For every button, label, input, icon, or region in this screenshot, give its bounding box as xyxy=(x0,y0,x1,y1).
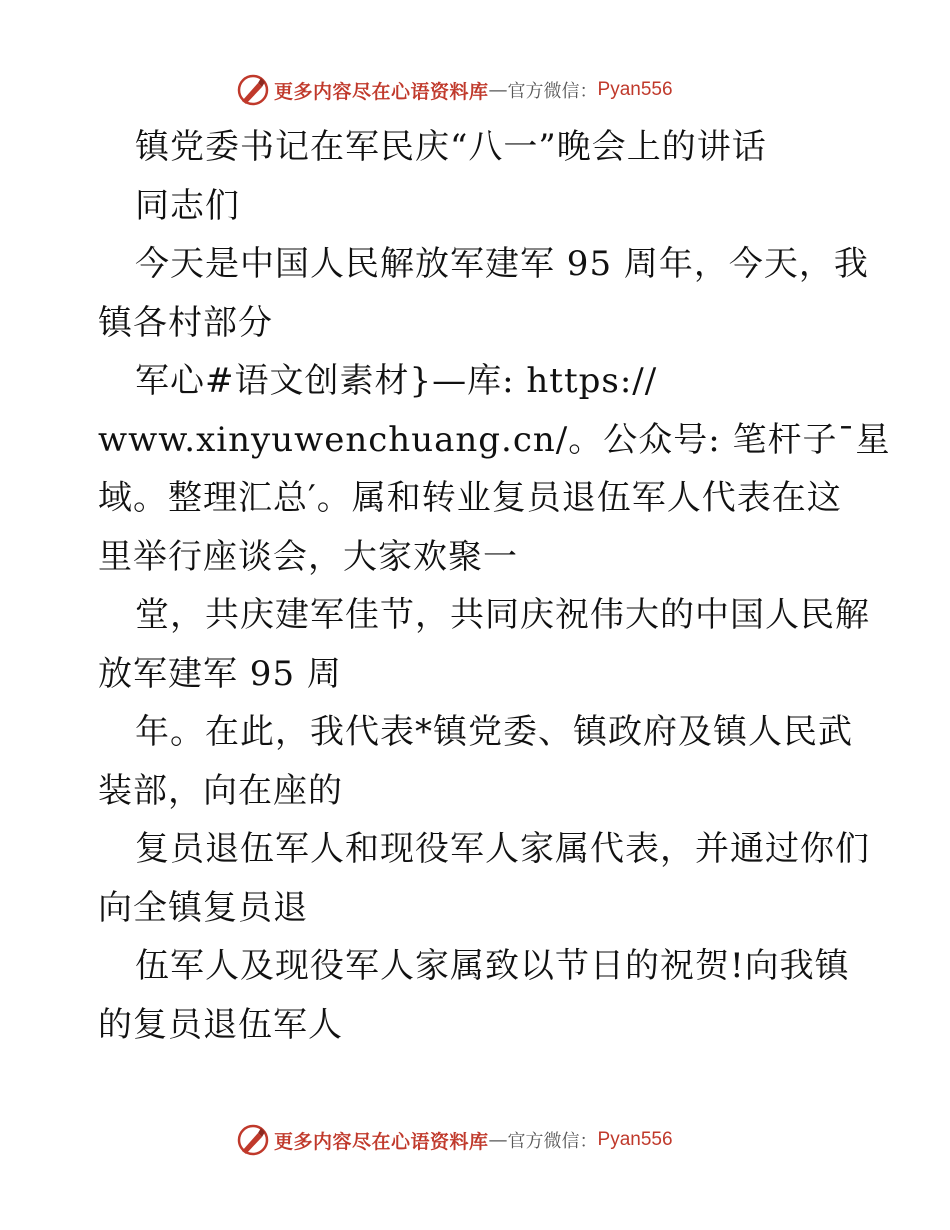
pen-logo-icon xyxy=(236,73,270,107)
watermark-dash: — xyxy=(488,79,508,101)
watermark-wechat-id: Pyan556 xyxy=(597,1129,673,1150)
paragraph-line: 伍军人及现役军人家属致以节日的祝贺!向我镇 xyxy=(135,946,850,986)
paragraph-line: 复员退伍军人和现役军人家属代表，并通过你们 xyxy=(135,829,870,869)
watermark-site-text: 更多内容尽在心语资料库 xyxy=(274,80,489,103)
paragraph-line: 今天是中国人民解放军建军 95 周年，今天，我 xyxy=(135,244,869,284)
salutation: 同志们 xyxy=(135,185,240,226)
header-watermark xyxy=(236,72,716,108)
paragraph-line: 堂，共庆建军佳节，共同庆祝伟大的中国人民解 xyxy=(135,595,870,635)
watermark-site-text: 更多内容尽在心语资料库 xyxy=(274,1130,489,1153)
document-body xyxy=(98,118,891,1054)
footer-watermark xyxy=(236,1122,716,1158)
paragraph-line: 向全镇复员退 xyxy=(98,887,308,928)
paragraph-line: www.xinyuwenchuang.cn/。公众号: 笔杆子¯星 xyxy=(98,419,891,460)
paragraph-line: 军心#语文创素材}—库: https:// xyxy=(135,361,658,401)
watermark-wechat-label: 官方微信： xyxy=(507,1131,598,1152)
paragraph-line: 装部，向在座的 xyxy=(98,770,343,811)
paragraph-line: 镇各村部分 xyxy=(98,302,273,343)
paragraph-line: 域。整理汇总′。属和转业复员退伍军人代表在这 xyxy=(98,478,842,518)
paragraph-line: 放军建军 95 周 xyxy=(98,653,342,694)
document-title: 镇党委书记在军民庆“八一”晚会上的讲话 xyxy=(135,127,767,167)
watermark-dash: — xyxy=(488,1129,508,1151)
watermark-wechat-id: Pyan556 xyxy=(597,79,673,100)
paragraph-line: 年。在此，我代表*镇党委、镇政府及镇人民武 xyxy=(135,712,853,752)
paragraph-line: 的复员退伍军人 xyxy=(98,1004,343,1045)
watermark-wechat-label: 官方微信： xyxy=(507,81,598,102)
pen-logo-icon xyxy=(236,1123,270,1157)
paragraph-line: 里举行座谈会，大家欢聚一 xyxy=(98,536,518,577)
